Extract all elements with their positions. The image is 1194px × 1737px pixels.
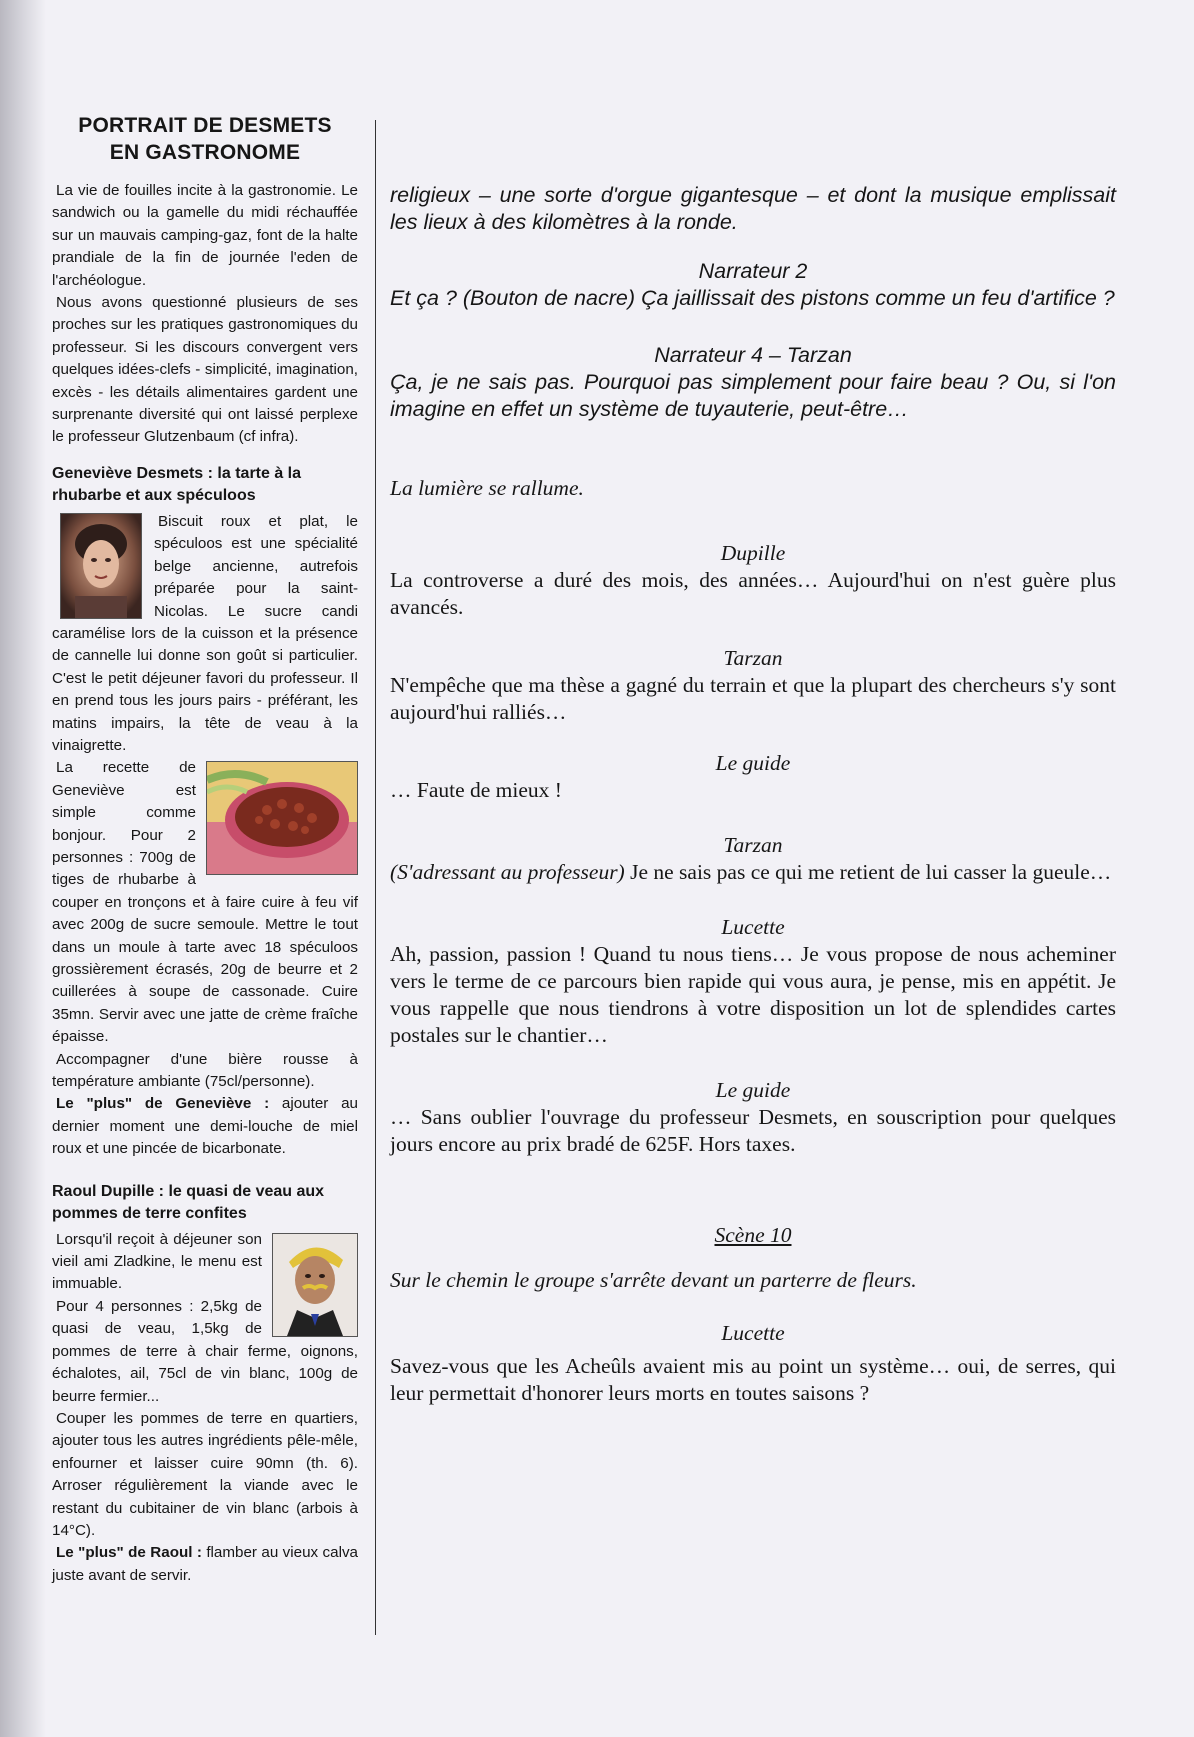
speaker-guide-2: Le guide [715,1078,791,1102]
line-lucette-2: Savez-vous que les Acheûls avaient mis au point un système… oui, de serres, qui leur permettait d'honorer leurs morts en toutes saisons ? [390,1354,1116,1405]
raoul-plus [52,1542,358,1587]
speaker-guide-1: Le guide [715,751,791,775]
raoul-paragraph-1: Lorsqu'il reçoit à déjeuner son vieil ami Zladkine, le menu est immuable. [52,1230,262,1293]
speaker-lucette-1: Lucette [721,915,785,939]
line-tarzan-2-text: Je ne sais pas ce qui me retient de lui casser la gueule… [624,860,1112,884]
line-narrateur-4: Ça, je ne sais pas. Pourquoi pas simplement pour faire beau ? Ou, si l'on imagine en effet un système de tuyauterie, peut-être… [390,370,1116,421]
speaker-narrateur-2: Narrateur 2 [698,259,808,283]
raoul-portrait-photo [272,1233,358,1337]
genevieve-heading: Geneviève Desmets : la tarte à la rhubarbe et aux spéculoos [52,464,302,504]
genevieve-portrait-photo [60,513,142,619]
genevieve-paragraph-2: La recette de Geneviève est simple comme bonjour. Pour 2 personnes : 700g de tiges de rhubarbe à couper en tronçons et à faire cuire à feu vif avec 200g de sucre semoule. Mettre le tout dans un moule à tarte avec 18 spéculoos grossièrement écrasés, 20g de beurre et 2 cuillerées à soupe de cassonade. Cuire 35mn. Servir avec une jatte de crème fraîche épaisse. [52,759,358,1046]
genevieve-paragraph-3: Accompagner d'une bière rousse à température ambiante (75cl/personne). [52,1050,358,1091]
line-narrateur-2: Et ça ? (Bouton de nacre) Ça jaillissait des pistons comme un feu d'artifice ? [390,286,1115,310]
speaker-narrateur-4: Narrateur 4 – Tarzan [654,343,852,367]
intro-paragraph-1: La vie de fouilles incite à la gastronomie. Le sandwich ou la gamelle du midi réchauffée sur un mauvais camping-gaz, font de la halte prandiale de la fin de journée l'eden de l'archéologue. [52,182,358,289]
line-guide-1: … Faute de mieux ! [390,778,562,802]
scene-title: Scène 10 [714,1223,792,1247]
column-divider [375,120,376,1635]
line-dupille: La controverse a duré des mois, des années… Aujourd'hui on n'est guère plus avancés. [390,568,1116,619]
speaker-dupille: Dupille [720,541,786,565]
sidebar-title-line2: EN GASTRONOME [109,141,301,164]
raoul-plus-text: flamber au vieux calva juste avant de servir. [52,1544,358,1584]
play-script-column [390,182,1116,1407]
rhubarb-tart-photo [206,761,358,875]
genevieve-plus-label: Le "plus" de Geneviève : [56,1095,270,1113]
raoul-paragraph-2: Pour 4 personnes : 2,5kg de quasi de veau, 1,5kg de pommes de terre à chair ferme, oignons, échalotes, ail, 75cl de vin blanc, 100g de beurre fermier... [52,1297,358,1405]
line-lucette-1: Ah, passion, passion ! Quand tu nous tiens… Je vous propose de nous acheminer vers le terme de ce parcours bien rapide qui vous aura, je pense, mis en appétit. Je vous rappelle que nous tiendrons à votre disposition un lot de splendides cartes postales sur le chantier… [390,942,1116,1047]
stage-direction-chemin: Sur le chemin le groupe s'arrête devant un parterre de fleurs. [390,1268,917,1292]
sidebar-title-line1: PORTRAIT DE DESMETS [78,114,332,137]
genevieve-plus-text: ajouter au dernier moment une demi-louche de miel roux et une pincée de bicarbonate. [52,1095,358,1158]
page-binding-shadow [0,0,46,1737]
speaker-lucette-2: Lucette [721,1321,785,1345]
line-tarzan-2-stage: (S'adressant au professeur) [390,860,625,884]
line-tarzan-1: N'empêche que ma thèse a gagné du terrain et que la plupart des chercheurs s'y sont aujourd'hui ralliés… [390,673,1116,724]
speaker-tarzan-1: Tarzan [723,646,783,670]
raoul-paragraph-3: Couper les pommes de terre en quartiers, ajouter tous les autres ingrédients pêle-mêle, enfourner et laisser cuire 90mn (th. 6). Arroser régulièrement la viande avec le restant du cubitainer de vin blanc (arbois à 14°C). [52,1409,358,1539]
raoul-plus-label: Le "plus" de Raoul : [56,1544,202,1562]
line-tarzan-2 [390,859,1116,886]
intro-paragraph-2: Nous avons questionné plusieurs de ses proches sur les pratiques gastronomiques du professeur. Si les discours convergent vers quelques idées-clefs - simplicité, imagination, excès - les détails alimentaires gardent une surprenante diversité qui ont laissé perplexe le professeur Glutzenbaum (cf infra). [52,294,358,446]
sidebar-title [52,112,358,166]
gastronomy-sidebar [52,112,358,1587]
stage-direction-lumiere: La lumière se rallume. [390,476,584,500]
speaker-tarzan-2: Tarzan [723,833,783,857]
genevieve-paragraph-1: Biscuit roux et plat, le spéculoos est une spécialité belge ancienne, autrefois préparée pour la saint-Nicolas. Le sucre candi caramélise lors de la cuisson et la présence de cannelle lui donne son goût si particulier. C'est le petit déjeuner favori du professeur. Il en prend tous les jours pairs - préférant, les matins impairs, la tête de veau à la vinaigrette. [52,512,358,754]
genevieve-plus [52,1093,358,1160]
line-guide-2: … Sans oublier l'ouvrage du professeur Desmets, en souscription pour quelques jours encore au prix bradé de 625F. Hors taxes. [390,1105,1116,1156]
raoul-heading: Raoul Dupille : le quasi de veau aux pommes de terre confites [52,1182,325,1222]
line-religieux: religieux – une sorte d'orgue gigantesque – et dont la musique emplissait les lieux à des kilomètres à la ronde. [390,183,1116,234]
